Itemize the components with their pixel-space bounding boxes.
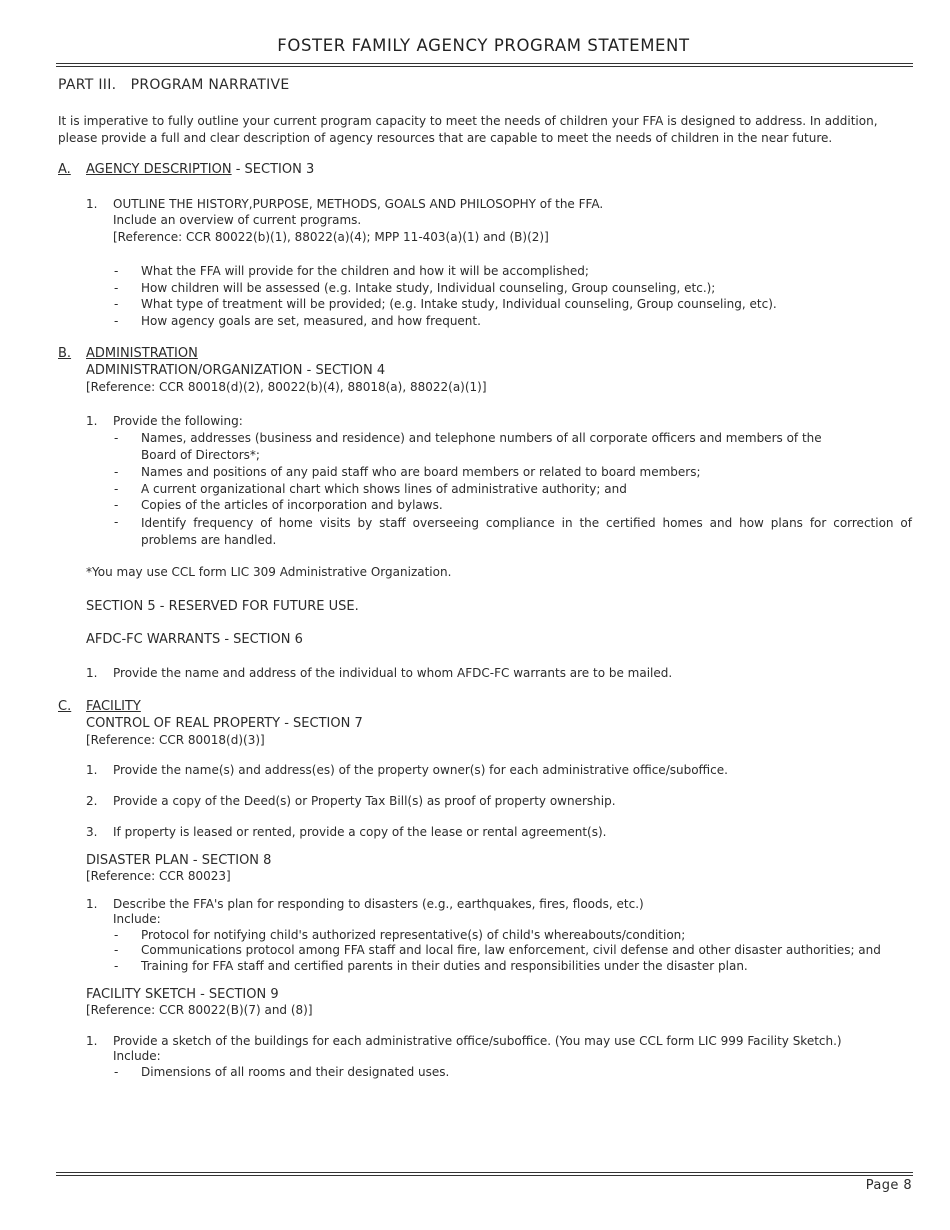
section-7-item-text: If property is leased or rented, provide a copy of the lease or rental agreement(s). (113, 825, 607, 839)
section-b-letter: B. (58, 346, 72, 361)
list-item: Identify frequency of home visits by staff overseeing compliance in the certified homes and how plans for correction of problems are handled. (141, 516, 912, 547)
list-item-continuation: Board of Directors*; (141, 448, 260, 462)
list-item: What type of treatment will be provided; (e.g. Intake study, Individual counseling, Group counseling, etc). (141, 297, 777, 311)
page-number: Page 8 (865, 1178, 912, 1193)
bullet-dash: - (114, 482, 119, 496)
section-b-item-text: Provide the following: (113, 414, 243, 428)
list-item: Communications protocol among FFA staff and local fire, law enforcement, civil defense and other disaster authorities; and (141, 943, 881, 957)
bullet-dash: - (114, 281, 119, 295)
section-6-heading: AFDC-FC WARRANTS - SECTION 6 (86, 632, 303, 647)
section-7-heading: CONTROL OF REAL PROPERTY - SECTION 7 (86, 716, 363, 731)
header-rule-bottom (56, 66, 913, 67)
part-label: PART III. (58, 77, 117, 93)
bullet-dash: - (114, 959, 119, 973)
bullet-dash: - (114, 928, 119, 942)
section-a-item-line1: OUTLINE THE HISTORY,PURPOSE, METHODS, GOALS AND PHILOSOPHY of the FFA. (113, 197, 604, 211)
section-9-include: Include: (113, 1049, 161, 1063)
section-7-item-number: 3. (86, 825, 98, 839)
list-item: Dimensions of all rooms and their designated uses. (141, 1065, 450, 1079)
section-8-reference: [Reference: CCR 80023] (86, 869, 231, 883)
header-rule-top (56, 63, 913, 64)
section-7-reference: [Reference: CCR 80018(d)(3)] (86, 733, 265, 747)
section-b-subtitle: ADMINISTRATION/ORGANIZATION - SECTION 4 (86, 363, 386, 378)
section-7-item-text: Provide the name(s) and address(es) of the property owner(s) for each administrative office/suboffice. (113, 763, 728, 777)
section-8-include: Include: (113, 912, 161, 926)
list-item: A current organizational chart which shows lines of administrative authority; and (141, 482, 627, 496)
list-item: Training for FFA staff and certified parents in their duties and responsibilities under the disaster plan. (141, 959, 748, 973)
section-b-reference: [Reference: CCR 80018(d)(2), 80022(b)(4), 88018(a), 88022(a)(1)] (86, 380, 487, 394)
section-b-item-number: 1. (86, 414, 98, 428)
list-item: How children will be assessed (e.g. Intake study, Individual counseling, Group counseling, etc.); (141, 281, 716, 295)
bullet-dash: - (114, 314, 119, 328)
section-c-letter: C. (58, 699, 72, 714)
section-9-item-text: Provide a sketch of the buildings for each administrative office/suboffice. (You may use CCL form LIC 999 Facility Sketch.) (113, 1034, 842, 1048)
list-item: Names, addresses (business and residence) and telephone numbers of all corporate officers and members of the (141, 431, 822, 445)
section-9-reference: [Reference: CCR 80022(B)(7) and (8)] (86, 1003, 313, 1017)
section-a-item-line2: Include an overview of current programs. (113, 213, 362, 227)
section-a-letter: A. (58, 162, 71, 177)
footer-rule-bottom (56, 1175, 913, 1176)
section-9-heading: FACILITY SKETCH - SECTION 9 (86, 987, 279, 1002)
section-6-item-text: Provide the name and address of the individual to whom AFDC-FC warrants are to be mailed. (113, 666, 673, 680)
footer-rule-top (56, 1172, 913, 1173)
intro-paragraph: It is imperative to fully outline your current program capacity to meet the needs of children your FFA is designed to address. In addition, please provide a full and clear description of agency resources that are capable to meet the needs of children in the near future. (58, 114, 878, 145)
bullet-dash: - (114, 515, 119, 529)
part-title: PROGRAM NARRATIVE (130, 77, 290, 93)
part-heading (58, 77, 290, 93)
section-6-item-number: 1. (86, 666, 98, 680)
list-item: Copies of the articles of incorporation and bylaws. (141, 498, 443, 512)
section-9-item-number: 1. (86, 1034, 98, 1048)
bullet-dash: - (114, 943, 119, 957)
section-7-item-number: 1. (86, 763, 98, 777)
list-item: Protocol for notifying child's authorized representative(s) of child's whereabouts/condition; (141, 928, 686, 942)
section-a-item-number: 1. (86, 197, 98, 211)
list-item: How agency goals are set, measured, and how frequent. (141, 314, 481, 328)
list-item: What the FFA will provide for the children and how it will be accomplished; (141, 264, 589, 278)
section-a-title: AGENCY DESCRIPTION (86, 162, 232, 177)
page-title: FOSTER FAMILY AGENCY PROGRAM STATEMENT (277, 36, 690, 55)
section-b-title: ADMINISTRATION (86, 346, 198, 361)
bullet-dash: - (114, 498, 119, 512)
section-a-title-suffix: - SECTION 3 (231, 162, 315, 177)
section-7-item-text: Provide a copy of the Deed(s) or Property Tax Bill(s) as proof of property ownership. (113, 794, 616, 808)
section-c-title: FACILITY (86, 699, 141, 714)
footnote: *You may use CCL form LIC 309 Administrative Organization. (86, 565, 452, 579)
section-8-item-number: 1. (86, 897, 98, 911)
section-a-item-reference: [Reference: CCR 80022(b)(1), 88022(a)(4); MPP 11-403(a)(1) and (B)(2)] (113, 230, 549, 244)
bullet-dash: - (114, 297, 119, 311)
section-a-heading (86, 162, 314, 177)
bullet-dash: - (114, 264, 119, 278)
list-item: Names and positions of any paid staff who are board members or related to board members; (141, 465, 701, 479)
bullet-dash: - (114, 431, 119, 445)
section-5-heading: SECTION 5 - RESERVED FOR FUTURE USE. (86, 599, 359, 614)
section-7-item-number: 2. (86, 794, 98, 808)
bullet-dash: - (114, 465, 119, 479)
bullet-dash: - (114, 1065, 119, 1079)
section-8-heading: DISASTER PLAN - SECTION 8 (86, 853, 272, 868)
section-8-item-text: Describe the FFA's plan for responding to disasters (e.g., earthquakes, fires, floods, etc.) (113, 897, 644, 911)
